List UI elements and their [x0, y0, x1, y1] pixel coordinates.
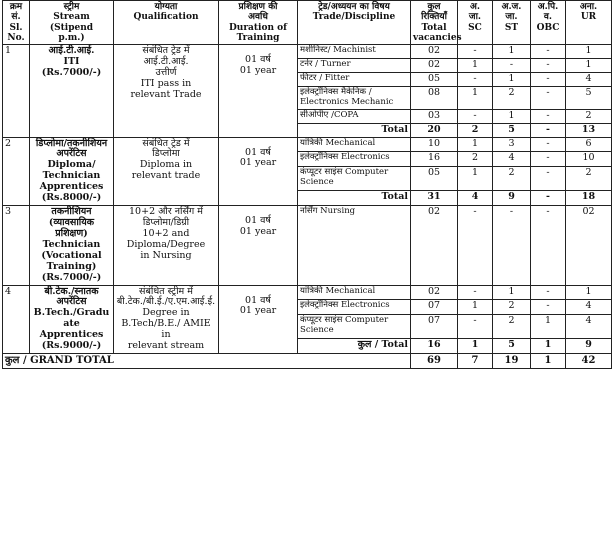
obc-cell: - [531, 109, 566, 123]
duration-cell-line: 01 वर्ष [245, 54, 271, 66]
total-label: Total [298, 123, 411, 137]
sl-cell: 3 [3, 206, 30, 285]
duration-cell-line: 01 year [239, 305, 277, 317]
stream-cell-line: (Rs.7000/-) [41, 67, 102, 79]
qualification-cell [114, 206, 219, 285]
qualification-cell-line: B.Tech/B.E./ AMIE in [121, 318, 211, 341]
total-cell: 16 [411, 339, 458, 354]
duration-cell-line: 01 year [239, 225, 277, 237]
sc-cell: 4 [458, 191, 493, 206]
sc-cell: 2 [458, 123, 493, 137]
qualification-cell-line: Diploma in [139, 159, 193, 171]
total-cell: 03 [411, 109, 458, 123]
ur-cell: 4 [566, 315, 612, 339]
stream-cell [30, 285, 114, 354]
qualification-cell-line: संबंधित ट्रेड में [142, 45, 190, 57]
header-obc: अ.पि. व. OBC [531, 1, 566, 45]
header-ur: अना. UR [566, 1, 612, 45]
sc-cell: 1 [458, 87, 493, 110]
stream-cell-line: Apprentices [39, 181, 104, 193]
header-trade: ट्रेड/अध्ययन का विषय Trade/Discipline [298, 1, 411, 45]
header-qualification: योग्यता Qualification [114, 1, 219, 45]
qualification-cell-line: उत्तीर्ण [155, 67, 177, 79]
duration-cell-line: 01 year [239, 157, 277, 169]
trade-cell: कंप्यूटर साइंस Computer Science [298, 315, 411, 339]
st-cell: - [493, 206, 531, 285]
duration-cell [219, 137, 298, 206]
st-cell: 2 [493, 167, 531, 191]
qualification-cell-line: relevant trade [131, 170, 201, 182]
stream-cell-line: ITI [63, 56, 80, 68]
total-cell: 20 [411, 123, 458, 137]
obc-cell: - [531, 285, 566, 300]
total-label: कुल / Total [298, 339, 411, 354]
ur-cell: 2 [566, 167, 612, 191]
stream-cell-line: Diploma/ [47, 159, 96, 171]
obc-cell: - [531, 73, 566, 87]
obc-cell: - [531, 137, 566, 152]
trade-cell: मशीनिस्ट/ Machinist [298, 45, 411, 59]
qualification-cell-line: relevant stream [127, 340, 205, 352]
sl-cell: 1 [3, 45, 30, 137]
table-row [3, 285, 612, 300]
st-cell: 3 [493, 137, 531, 152]
sl-cell: 2 [3, 137, 30, 206]
trade-cell: यांत्रिकी Mechanical [298, 137, 411, 152]
ur-cell: 4 [566, 73, 612, 87]
st-cell: 1 [493, 45, 531, 59]
total-cell: 07 [411, 315, 458, 339]
total-cell: 10 [411, 137, 458, 152]
st-cell: 5 [493, 339, 531, 354]
table-header [3, 1, 612, 45]
obc-cell: - [531, 123, 566, 137]
st-cell: 1 [493, 109, 531, 123]
qualification-cell-line: relevant Trade [130, 89, 202, 101]
qualification-cell-line: बी.टेक./बी.ई./ए.एम.आई.ई. [116, 296, 216, 308]
grand-total-label: कुल / GRAND TOTAL [3, 354, 411, 369]
trade-cell: फीटर / Fitter [298, 73, 411, 87]
obc-cell: - [531, 59, 566, 73]
stream-cell-line: डिप्लोमा/तकनीशियन [35, 137, 108, 149]
stream-cell [30, 206, 114, 285]
obc-cell: 1 [531, 354, 566, 369]
total-label: Total [298, 191, 411, 206]
duration-cell-line: 01 वर्ष [245, 146, 271, 158]
obc-cell: - [531, 45, 566, 59]
stream-cell-line: अपरेंटिस [56, 148, 87, 160]
trade-cell: कंप्यूटर साइंस Computer Science [298, 167, 411, 191]
ur-cell: 1 [566, 45, 612, 59]
stream-cell-line: Technician [42, 238, 101, 250]
qualification-cell-line: in Nursing [140, 249, 192, 261]
stream-cell-line: बी.टेक./स्नातक [44, 285, 99, 297]
st-cell: 1 [493, 73, 531, 87]
ur-cell: 4 [566, 300, 612, 315]
st-cell: 1 [493, 285, 531, 300]
trade-cell: इलेक्ट्रॉनिक्स Electronics [298, 152, 411, 167]
header-stream: स्ट्रीम Stream (Stipend p.m.) [30, 1, 114, 45]
table-body [3, 45, 612, 368]
grand-total-row [3, 354, 612, 369]
obc-cell: - [531, 191, 566, 206]
qualification-cell-line: संबंधित ट्रेड में [142, 137, 190, 149]
st-cell: 4 [493, 152, 531, 167]
total-cell: 08 [411, 87, 458, 110]
trade-cell: इलेक्ट्रॉनिक्स Electronics [298, 300, 411, 315]
sc-cell: 1 [458, 59, 493, 73]
header-sc: अ. जा. SC [458, 1, 493, 45]
trade-cell: टर्नर / Turner [298, 59, 411, 73]
ur-cell: 9 [566, 339, 612, 354]
qualification-cell-line: डिप्लोमा [152, 148, 180, 160]
header-total: कुल रिक्तियाँ Total vacancies [411, 1, 458, 45]
trade-cell: इलेक्ट्रॉनिक्स मैकेनिक / Electronics Mechanic [298, 87, 411, 110]
obc-cell: - [531, 167, 566, 191]
st-cell: 2 [493, 315, 531, 339]
stream-cell-line: अपरेंटिस [56, 296, 87, 308]
ur-cell: 13 [566, 123, 612, 137]
st-cell: 9 [493, 191, 531, 206]
sc-cell: 1 [458, 300, 493, 315]
qualification-cell-line: 10+2 and Diploma/Degree [126, 227, 206, 250]
obc-cell: - [531, 87, 566, 110]
sc-cell: 1 [458, 137, 493, 152]
total-cell: 02 [411, 206, 458, 285]
stream-cell-line: (Rs.7000/-) [41, 271, 102, 283]
qualification-cell [114, 137, 219, 206]
obc-cell: 1 [531, 339, 566, 354]
total-cell: 02 [411, 59, 458, 73]
obc-cell: - [531, 206, 566, 285]
sc-cell: 1 [458, 339, 493, 354]
table-row [3, 45, 612, 59]
stream-cell-line: Training) [46, 260, 97, 272]
ur-cell: 18 [566, 191, 612, 206]
ur-cell: 1 [566, 285, 612, 300]
total-cell: 07 [411, 300, 458, 315]
sc-cell: - [458, 315, 493, 339]
duration-cell-line: 01 वर्ष [245, 215, 271, 227]
vacancy-table [2, 0, 612, 369]
qualification-cell [114, 285, 219, 354]
total-cell: 31 [411, 191, 458, 206]
sc-cell: 7 [458, 354, 493, 369]
sc-cell: 1 [458, 167, 493, 191]
total-cell: 02 [411, 285, 458, 300]
qualification-cell-line: आई.टी.आई. [143, 56, 189, 68]
header-sl: क्रम सं. Sl. No. [3, 1, 30, 45]
obc-cell: - [531, 300, 566, 315]
stream-cell [30, 137, 114, 206]
stream-cell-line: (Rs.9000/-) [41, 340, 102, 352]
ur-cell: 42 [566, 354, 612, 369]
stream-cell-line: (व्यावसायिक [48, 216, 95, 228]
trade-cell: सीओपीए /COPA [298, 109, 411, 123]
sc-cell: - [458, 285, 493, 300]
ur-cell: 2 [566, 109, 612, 123]
total-cell: 69 [411, 354, 458, 369]
total-cell: 02 [411, 45, 458, 59]
qualification-cell-line: 10+2 और नर्सिंग में [129, 206, 203, 218]
total-cell: 05 [411, 167, 458, 191]
sc-cell: 2 [458, 152, 493, 167]
ur-cell: 10 [566, 152, 612, 167]
obc-cell: 1 [531, 315, 566, 339]
st-cell: 2 [493, 300, 531, 315]
obc-cell: - [531, 152, 566, 167]
duration-cell-line: 01 year [239, 65, 277, 77]
stream-cell-line: तकनीशियन [51, 206, 92, 218]
ur-cell: 02 [566, 206, 612, 285]
table-row [3, 206, 612, 285]
total-cell: 16 [411, 152, 458, 167]
trade-cell: नर्सिंग Nursing [298, 206, 411, 285]
header-duration: प्रशिक्षण की अवधि Duration of Training [219, 1, 298, 45]
total-cell: 05 [411, 73, 458, 87]
duration-cell [219, 45, 298, 137]
stream-cell-line: (Rs.8000/-) [41, 192, 102, 204]
st-cell: 2 [493, 87, 531, 110]
qualification-cell-line: ITI pass in [140, 78, 192, 90]
qualification-cell-line: Degree in [142, 307, 190, 319]
ur-cell: 6 [566, 137, 612, 152]
ur-cell: 1 [566, 59, 612, 73]
qualification-cell-line: डिप्लोमा/डिग्री [142, 216, 190, 228]
ur-cell: 5 [566, 87, 612, 110]
sc-cell: - [458, 45, 493, 59]
st-cell: - [493, 59, 531, 73]
stream-cell [30, 45, 114, 137]
duration-cell-line: 01 वर्ष [245, 294, 271, 306]
stream-cell-line: B.Tech./Gradu [33, 307, 110, 319]
sc-cell: - [458, 109, 493, 123]
duration-cell [219, 285, 298, 354]
trade-cell: यांत्रिकी Mechanical [298, 285, 411, 300]
stream-cell-line: ate Apprentices [39, 318, 104, 341]
st-cell: 5 [493, 123, 531, 137]
stream-cell-line: Technician [42, 170, 101, 182]
sl-cell: 4 [3, 285, 30, 354]
qualification-cell [114, 45, 219, 137]
stream-cell-line: प्रशिक्षण) [55, 227, 88, 239]
stream-cell-line: (Vocational [41, 249, 102, 261]
header-st: अ.ज. जा. ST [493, 1, 531, 45]
sc-cell: - [458, 73, 493, 87]
sc-cell: - [458, 206, 493, 285]
qualification-cell-line: संबंधित स्ट्रीम में [139, 285, 193, 297]
table-row [3, 137, 612, 152]
stream-cell-line: आई.टी.आई. [48, 45, 95, 57]
st-cell: 19 [493, 354, 531, 369]
duration-cell [219, 206, 298, 285]
